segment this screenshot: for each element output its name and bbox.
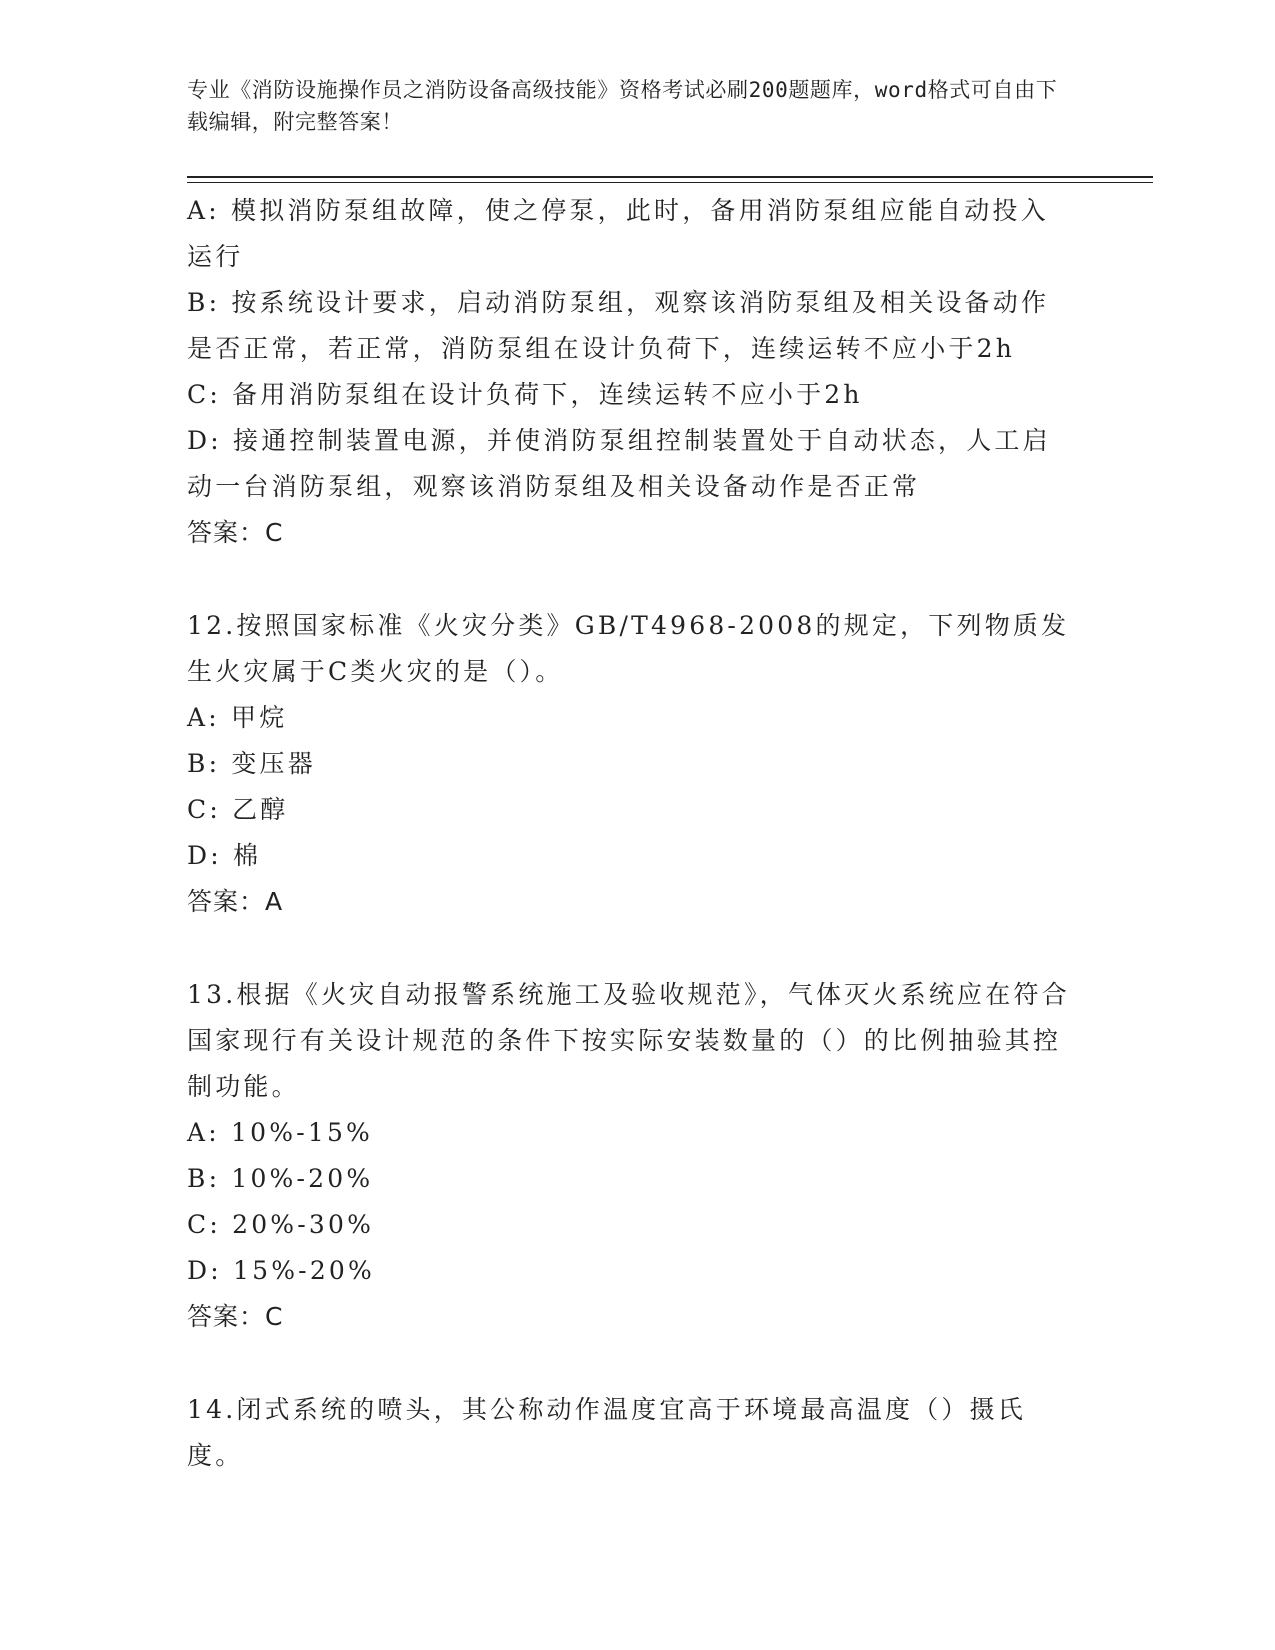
question-text: 12.按照国家标准《火灾分类》GB/T4968-2008的规定，下列物质发生火灾属于C类火灾的是（）。 [187, 611, 1070, 686]
header-divider [187, 176, 1153, 178]
document-header: 专业《消防设施操作员之消防设备高级技能》资格考试必刷200题题库，word格式可自由下载编辑，附完整答案！ [187, 78, 1058, 134]
question-text: 13.根据《火灾自动报警系统施工及验收规范》，气体灭火系统应在符合国家现行有关设计规范的条件下按实际安装数量的（）的比例抽验其控制功能。 [187, 980, 1070, 1101]
option-a: A: 甲烷 [187, 703, 288, 732]
question-12 [187, 603, 1077, 925]
question-14 [187, 1387, 1077, 1479]
option-b: B: 按系统设计要求，启动消防泵组，观察该消防泵组及相关设备动作是否正常，若正常，消防泵组在设计负荷下，连续运转不应小于2h [187, 288, 1050, 363]
answer-line: 答案：C [187, 1302, 284, 1331]
option-c: C: 20%-30% [187, 1210, 375, 1239]
question-13 [187, 972, 1077, 1340]
option-c: C: 备用消防泵组在设计负荷下，连续运转不应小于2h [187, 380, 863, 409]
spacer [187, 925, 1077, 972]
option-b: B: 变压器 [187, 749, 316, 778]
option-d: D: 15%-20% [187, 1256, 375, 1285]
answer-line: 答案：C [187, 518, 284, 547]
spacer [187, 556, 1077, 603]
question-11 [187, 188, 1077, 556]
header-divider-thin [187, 182, 1153, 183]
question-list [187, 188, 1077, 1479]
spacer [187, 1340, 1077, 1387]
option-a: A: 模拟消防泵组故障，使之停泵，此时，备用消防泵组应能自动投入运行 [187, 196, 1049, 271]
question-text: 14.闭式系统的喷头，其公称动作温度宜高于环境最高温度（）摄氏度。 [187, 1395, 1026, 1470]
option-d: D: 接通控制装置电源，并使消防泵组控制装置处于自动状态，人工启动一台消防泵组，观察该消防泵组及相关设备动作是否正常 [187, 426, 1051, 501]
option-a: A: 10%-15% [187, 1118, 374, 1147]
answer-line: 答案：A [187, 887, 284, 916]
option-c: C: 乙醇 [187, 795, 289, 824]
option-b: B: 10%-20% [187, 1164, 374, 1193]
option-d: D: 棉 [187, 841, 262, 870]
